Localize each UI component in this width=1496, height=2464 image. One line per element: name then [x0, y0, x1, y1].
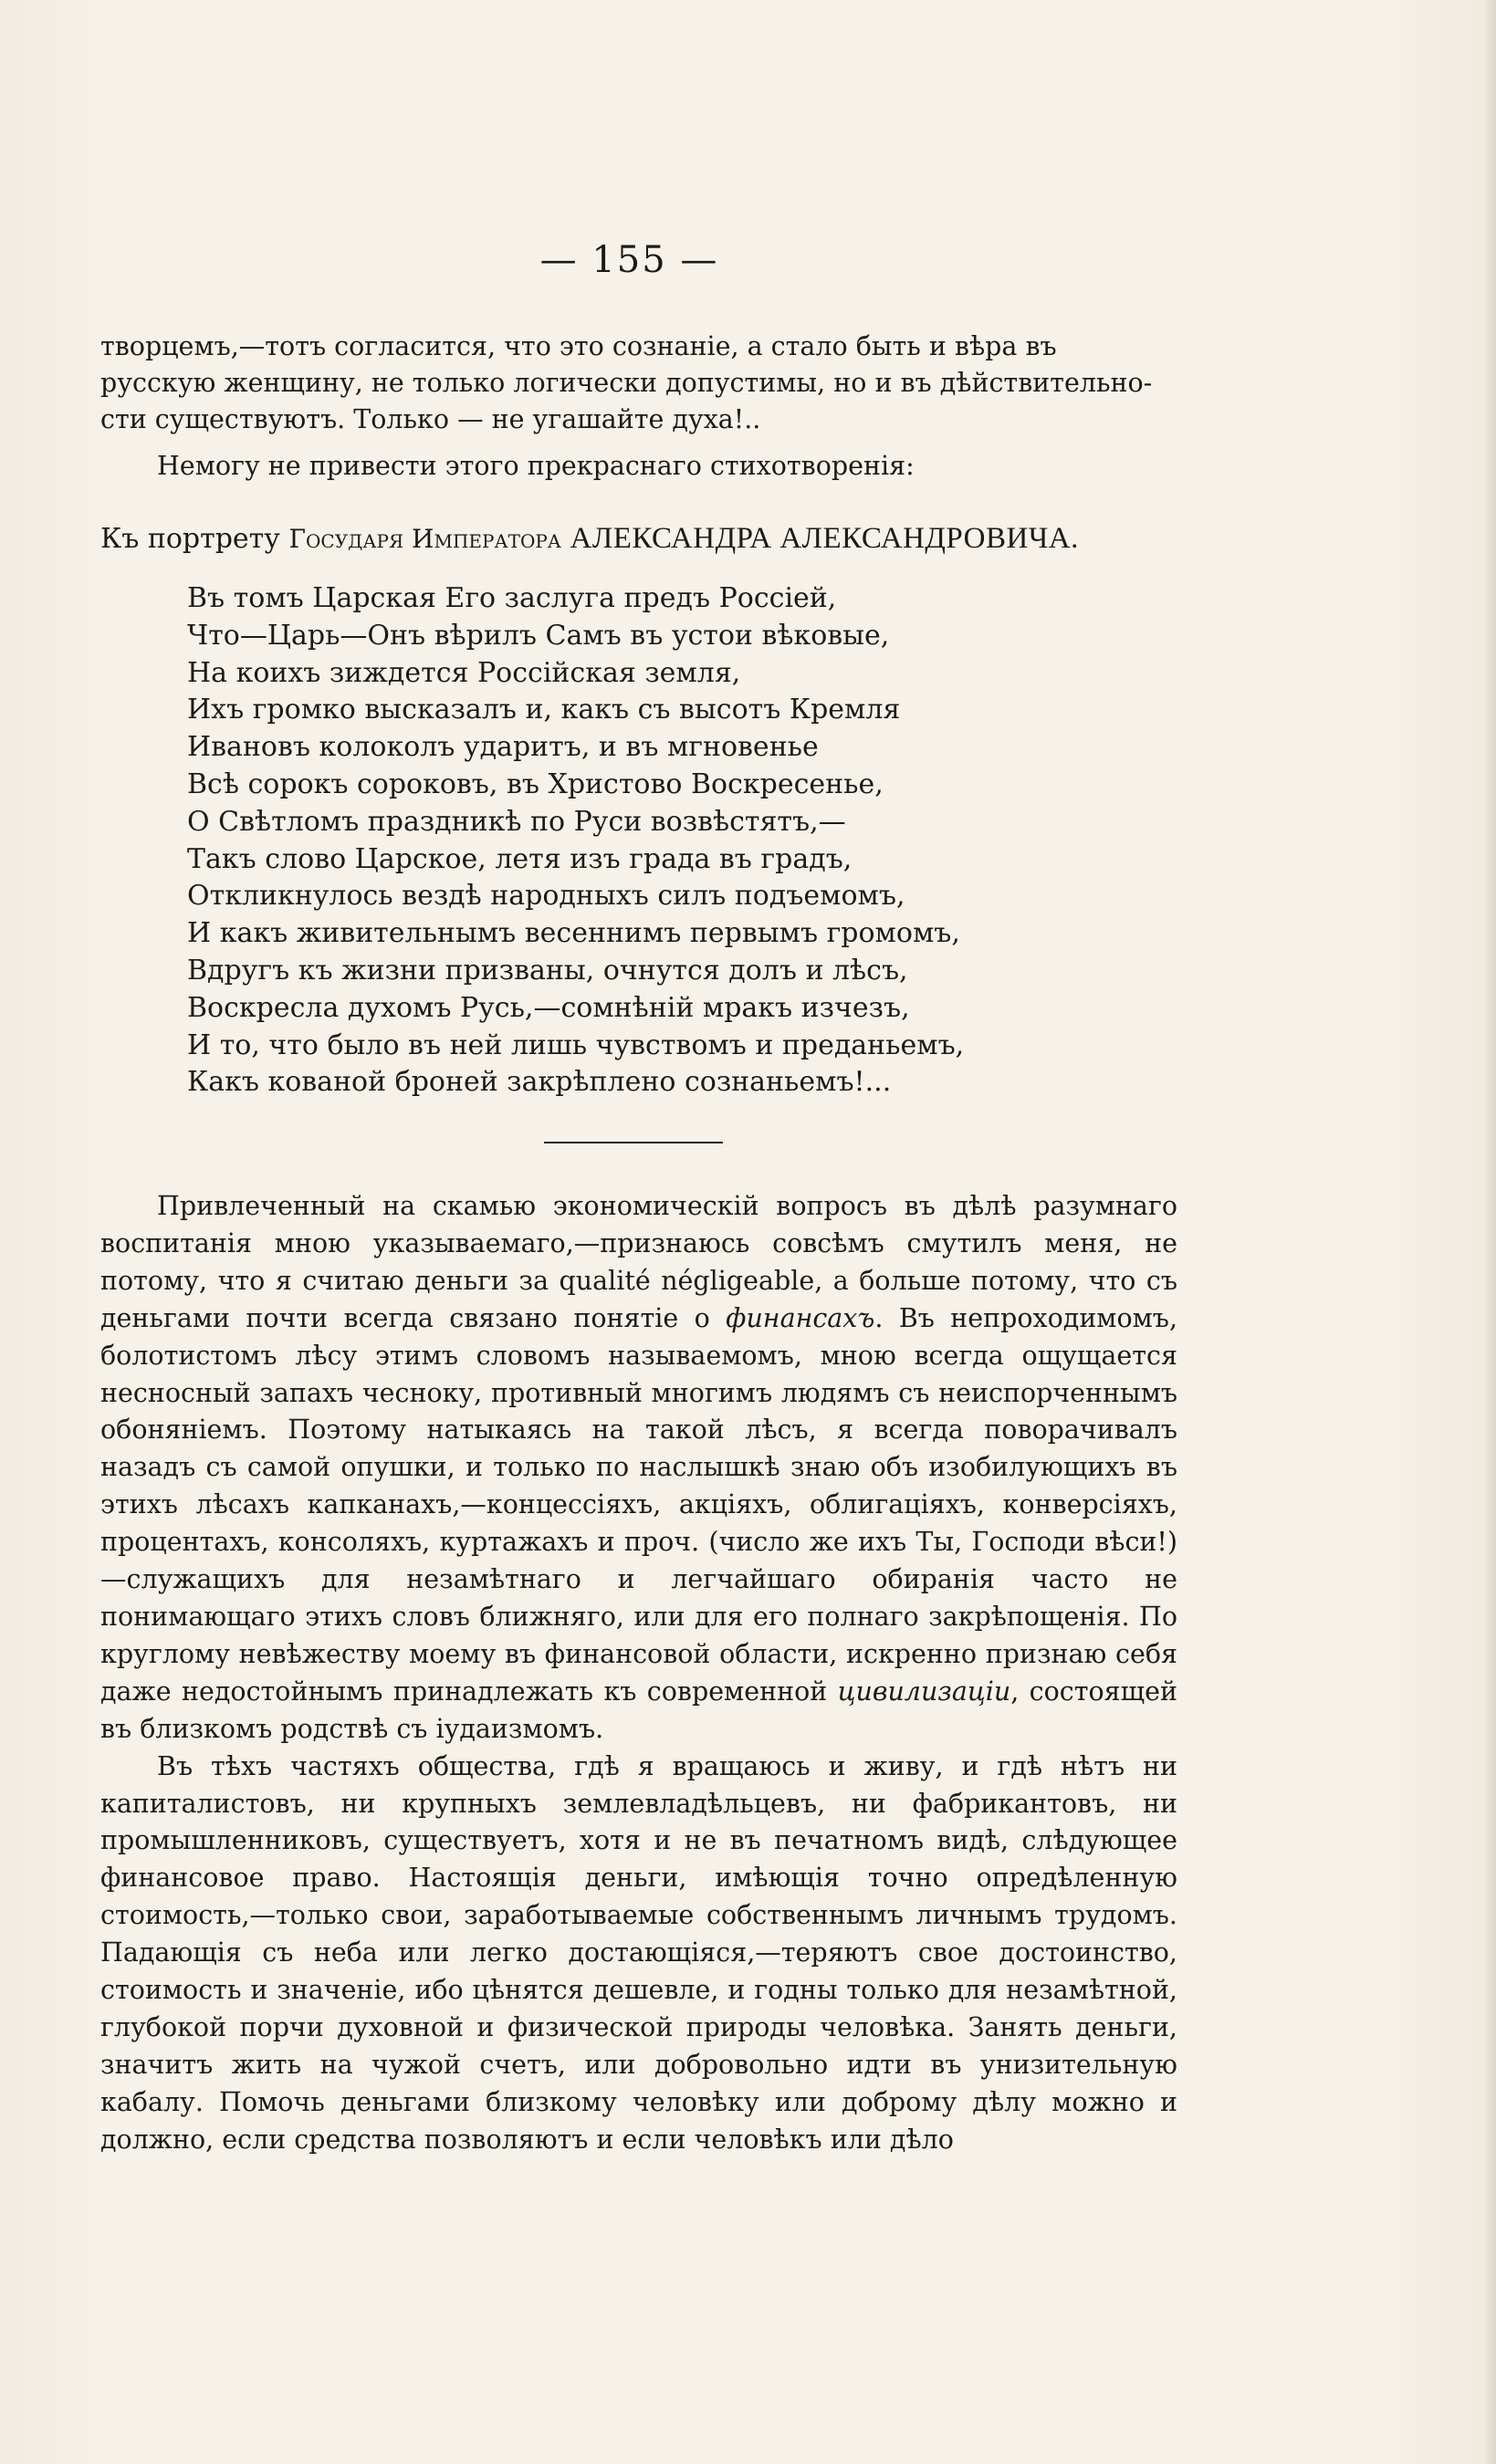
poem-line: И какъ живительнымъ весеннимъ первымъ громомъ, — [187, 917, 960, 950]
poem-line: И то, что было въ ней лишь чувствомъ и преданьемъ, — [187, 1028, 965, 1061]
poem-line: Какъ кованой броней закрѣплено сознаньемъ!... — [187, 1066, 892, 1099]
italic-finance-word: финансахъ — [726, 1302, 875, 1333]
essay-p1-text-continued: . Въ непроходимомъ, болотистомъ лѣсу этимъ словомъ называемомъ, мною всегда ощущается несносный запахъ чесноку, противный многимъ людямъ съ неиспорченнымъ обоняніемъ. Поэтому натыкаясь на такой лѣсъ, я всегда поворачивалъ назадъ съ самой опушки, и только по наслышкѣ знаю объ изобилующихъ въ этихъ лѣсахъ капканахъ,—концессіяхъ, акціяхъ, облигаціяхъ, конверсіяхъ, процентахъ, консоляхъ, куртажахъ и проч. (число же ихъ Ты, Господи вѣси!)—служащихъ для незамѣтнаго и легчайшаго обиранія часто не понимающаго этихъ словъ ближняго, или для его полнаго закрѣпощенія. По круглому невѣжеству моему въ финансовой области, искренно признаю себя даже недостойнымъ принадлежать къ современной — [100, 1302, 1177, 1707]
essay-p1-text: Привлеченный на скамью экономическій вопросъ въ дѣлѣ разумнаго воспитанія мною указываемаго,—признаюсь совсѣмъ смутилъ меня, не потому, что я считаю деньги за qualité négligeable, а больше потому, что съ деньгами почти всегда связано понятіе о — [100, 1191, 1177, 1333]
essay-p1-text-end: , состоящей въ близкомъ родствѣ съ іудаизмомъ. — [100, 1676, 1177, 1744]
poem-line: На коихъ зиждется Россійская земля, — [187, 656, 741, 689]
poem-line: Воскресла духомъ Русь,—сомнѣній мракъ изчезъ, — [187, 991, 910, 1024]
poem-line: Вдругъ къ жизни призваны, очнутся долъ и лѣсъ, — [187, 954, 908, 987]
intro-paragraph — [100, 329, 1177, 438]
poem — [187, 580, 964, 1101]
intro-line: творцемъ,—тотъ согласится, что это сознаніе, а стало быть и вѣра въ — [100, 331, 1057, 361]
poem-title-prefix: Къ портрету — [100, 523, 280, 555]
italic-civilization-word: цивилизаціи — [837, 1676, 1011, 1707]
essay-paragraph-1 — [100, 1188, 1177, 1749]
poem-line: Ивановъ колоколъ ударитъ, и въ мгновенье — [187, 731, 819, 764]
poem-title — [100, 522, 1177, 556]
poem-line: Въ томъ Царская Его заслуга предъ Россіей, — [187, 582, 837, 614]
page-number: — 155 — — [539, 239, 719, 281]
poem-line: О Свѣтломъ праздникѣ по Руси возвѣстятъ,— — [187, 805, 846, 838]
essay-paragraph-2: Въ тѣхъ частяхъ общества, гдѣ я вращаюсь и живу, и гдѣ нѣтъ ни капиталистовъ, ни крупныхъ землевладѣльцевъ, ни фабрикантовъ, ни промышленниковъ, существуетъ, хотя и не въ печатномъ видѣ, слѣдующее финансовое право. Настоящія деньги, имѣющія точно опредѣленную стоимость,—только свои, заработываемые собственнымъ личнымъ трудомъ. Падающія съ неба или легко достающіяся,—теряютъ свое достоинство, стоимость и значеніе, ибо цѣнятся дешевле, и годны только для незамѣтной, глубокой порчи духовной и физической природы человѣка. Занять деньги, значитъ жить на чужой счетъ, или добровольно идти въ унизительную кабалу. Помочь деньгами близкому человѣку или доброму дѣлу можно и должно, если средства позволяютъ и если человѣкъ или дѣло — [100, 1750, 1177, 2155]
poem-lead-in: Немогу не привести этого прекраснаго стихотворенія: — [157, 451, 915, 481]
poem-title-name: АЛЕКСАНДРА АЛЕКСАНДРОВИЧА. — [570, 522, 1079, 555]
poem-line: Ихъ громко высказалъ и, какъ съ высотъ Кремля — [187, 694, 901, 726]
intro-line: русскую женщину, не только логически допустимы, но и въ дѣйствительно- — [100, 368, 1153, 398]
page-edge-shadow — [1483, 0, 1496, 2464]
section-divider — [544, 1142, 723, 1143]
intro-line: сти существуютъ. Только — не угашайте духа!.. — [100, 404, 761, 434]
poem-line: Всѣ сорокъ сороковъ, въ Христово Воскресенье, — [187, 767, 884, 800]
poem-line: Что—Царь—Онъ вѣрилъ Самъ въ устои вѣковые, — [187, 619, 890, 652]
essay-section — [100, 1188, 1177, 2159]
poem-title-rank: Государя Императора — [288, 524, 561, 554]
poem-line: Такъ слово Царское, летя изъ града въ градъ, — [187, 842, 853, 875]
poem-line: Откликнулось вездѣ народныхъ силъ подъемомъ, — [187, 880, 905, 913]
